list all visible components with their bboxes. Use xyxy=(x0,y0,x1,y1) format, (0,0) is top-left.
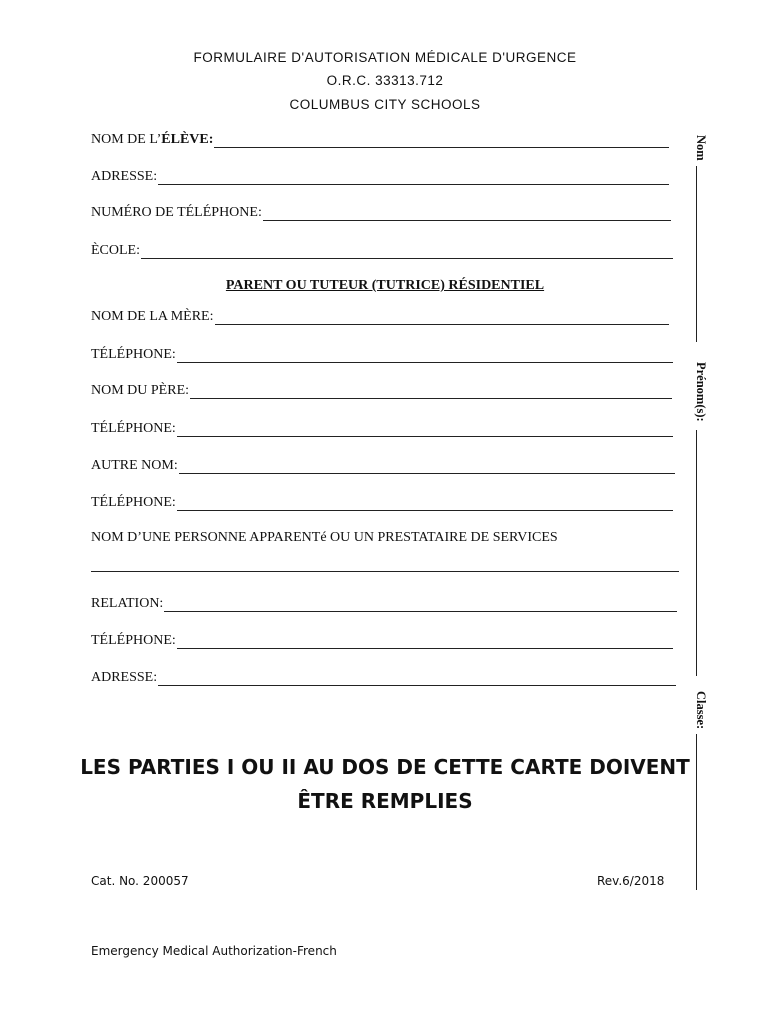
other-phone-field[interactable] xyxy=(91,493,673,511)
other-phone-line[interactable] xyxy=(177,496,673,511)
relative-phone-field[interactable] xyxy=(91,631,673,649)
side-label-classe: Classe: xyxy=(694,691,708,730)
notice-line-2: ÊTRE REMPLIES xyxy=(297,789,473,813)
student-address-label: ADRESSE: xyxy=(91,169,158,184)
relative-name-line[interactable] xyxy=(91,571,679,572)
relation-field[interactable] xyxy=(91,594,677,612)
mother-phone-line[interactable] xyxy=(177,348,673,363)
student-name-label-prefix: NOM DE L’ xyxy=(91,132,162,147)
revision: Rev.6/2018 xyxy=(597,874,665,888)
other-phone-label: TÉLÉPHONE: xyxy=(91,495,176,510)
father-phone-label: TÉLÉPHONE: xyxy=(91,421,176,436)
student-phone-field[interactable] xyxy=(91,203,671,221)
mother-name-field[interactable] xyxy=(91,307,669,325)
mother-phone-field[interactable] xyxy=(91,345,673,363)
school-line[interactable] xyxy=(141,244,673,259)
footer-text: Emergency Medical Authorization-French xyxy=(91,944,337,958)
other-name-line[interactable] xyxy=(179,459,675,474)
catalog-number: Cat. No. 200057 xyxy=(91,874,189,888)
mother-phone-label: TÉLÉPHONE: xyxy=(91,347,176,362)
other-name-label: AUTRE NOM: xyxy=(91,458,178,473)
form-code: O.R.C. 33313.712 xyxy=(326,73,444,88)
mother-name-line[interactable] xyxy=(215,310,670,325)
father-phone-field[interactable] xyxy=(91,419,673,437)
student-name-field[interactable] xyxy=(91,130,669,148)
relative-address-label: ADRESSE: xyxy=(91,670,158,685)
other-name-field[interactable] xyxy=(91,456,675,474)
father-name-line[interactable] xyxy=(190,384,672,399)
relation-label: RELATION: xyxy=(91,596,164,611)
student-phone-label: NUMÉRO DE TÉLÉPHONE: xyxy=(91,205,262,220)
side-classe-line[interactable] xyxy=(696,734,697,890)
father-name-label: NOM DU PÈRE: xyxy=(91,383,190,398)
form-title: FORMULAIRE D'AUTORISATION MÉDICALE D'URGENCE xyxy=(193,50,577,65)
form-organization: COLUMBUS CITY SCHOOLS xyxy=(289,97,481,112)
father-phone-line[interactable] xyxy=(177,422,673,437)
school-field[interactable] xyxy=(91,241,673,259)
notice-line-1: LES PARTIES I OU II AU DOS DE CETTE CARTE DOIVENT xyxy=(80,755,690,779)
side-label-prenom: Prénom(s): xyxy=(694,362,708,422)
school-label: ÈCOLE: xyxy=(91,243,140,258)
side-prenom-line[interactable] xyxy=(696,430,697,676)
student-phone-line[interactable] xyxy=(263,206,671,221)
side-label-nom: Nom xyxy=(694,135,708,161)
relative-phone-label: TÉLÉPHONE: xyxy=(91,633,176,648)
section-title: PARENT OU TUTEUR (TUTRICE) RÉSIDENTIEL xyxy=(225,278,545,293)
relative-address-line[interactable] xyxy=(158,671,676,686)
father-name-field[interactable] xyxy=(91,381,672,399)
student-name-label-bold: ÉLÈVE: xyxy=(161,132,214,147)
mother-name-label: NOM DE LA MÈRE: xyxy=(91,309,214,324)
relative-heading: NOM D’UNE PERSONNE APPARENTé OU UN PRESTATAIRE DE SERVICES xyxy=(91,530,558,545)
relative-phone-line[interactable] xyxy=(177,634,673,649)
student-name-line[interactable] xyxy=(214,133,669,148)
relation-line[interactable] xyxy=(164,597,677,612)
side-nom-line[interactable] xyxy=(696,166,697,342)
student-address-line[interactable] xyxy=(158,170,669,185)
relative-address-field[interactable] xyxy=(91,668,676,686)
student-address-field[interactable] xyxy=(91,167,669,185)
